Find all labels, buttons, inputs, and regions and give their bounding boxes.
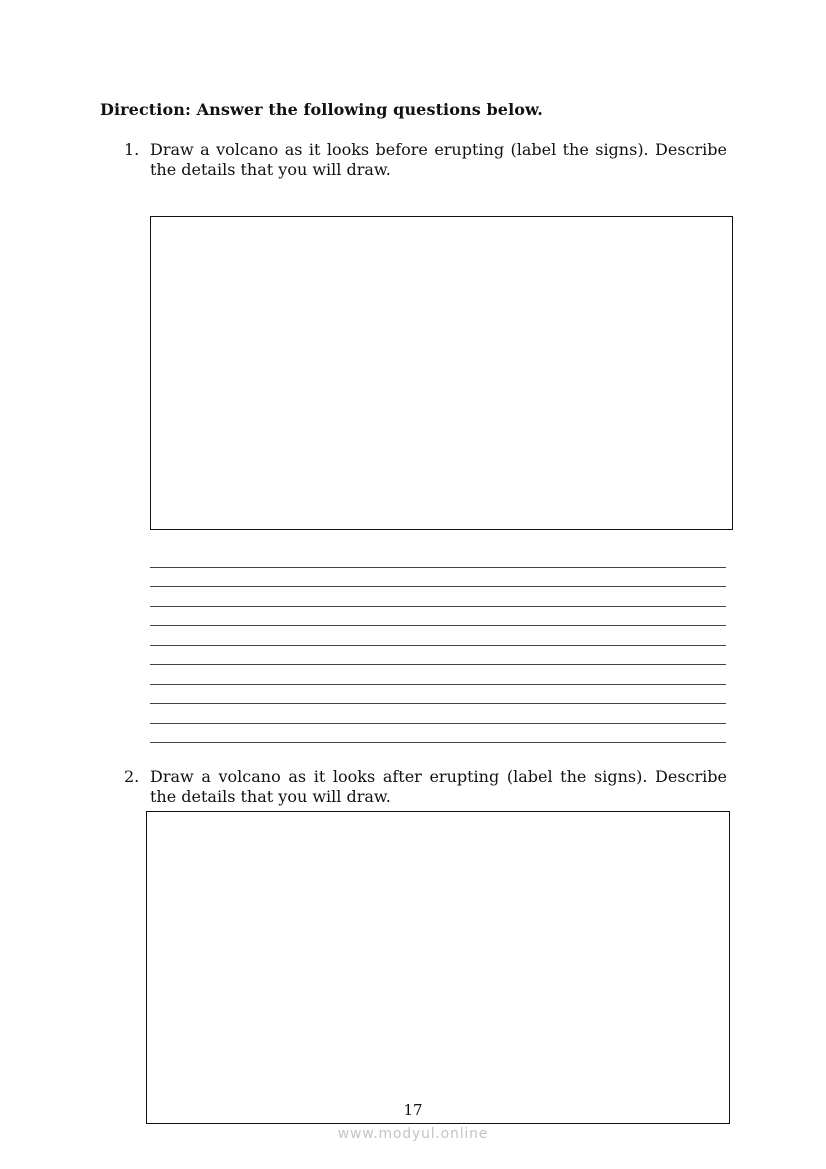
answer-line[interactable] [150,567,726,568]
answer-line[interactable] [150,742,726,743]
watermark: www.modyul.online [337,1126,489,1142]
direction-heading: Direction: Answer the following questions below. [100,100,543,119]
answer-line[interactable] [150,664,726,665]
answer-line[interactable] [150,684,726,685]
page-number: 17 [403,1101,423,1119]
drawing-box-after-eruption[interactable] [146,811,730,1124]
answer-line[interactable] [150,645,726,646]
question-2-text: Draw a volcano as it looks after erupting (label the signs). Describe the details that you will draw. [150,767,727,806]
drawing-box-before-eruption[interactable] [150,216,733,530]
question-1 [124,140,727,180]
answer-line[interactable] [150,723,726,724]
question-2 [124,767,727,807]
question-1-number: 1. [124,140,140,159]
answer-line[interactable] [150,586,726,587]
question-1-text: Draw a volcano as it looks before erupting (label the signs). Describe the details that you will draw. [150,140,727,179]
answer-line[interactable] [150,625,726,626]
question-2-number: 2. [124,767,140,786]
answer-lines-question-1[interactable] [150,567,726,747]
answer-line[interactable] [150,606,726,607]
answer-line[interactable] [150,703,726,704]
